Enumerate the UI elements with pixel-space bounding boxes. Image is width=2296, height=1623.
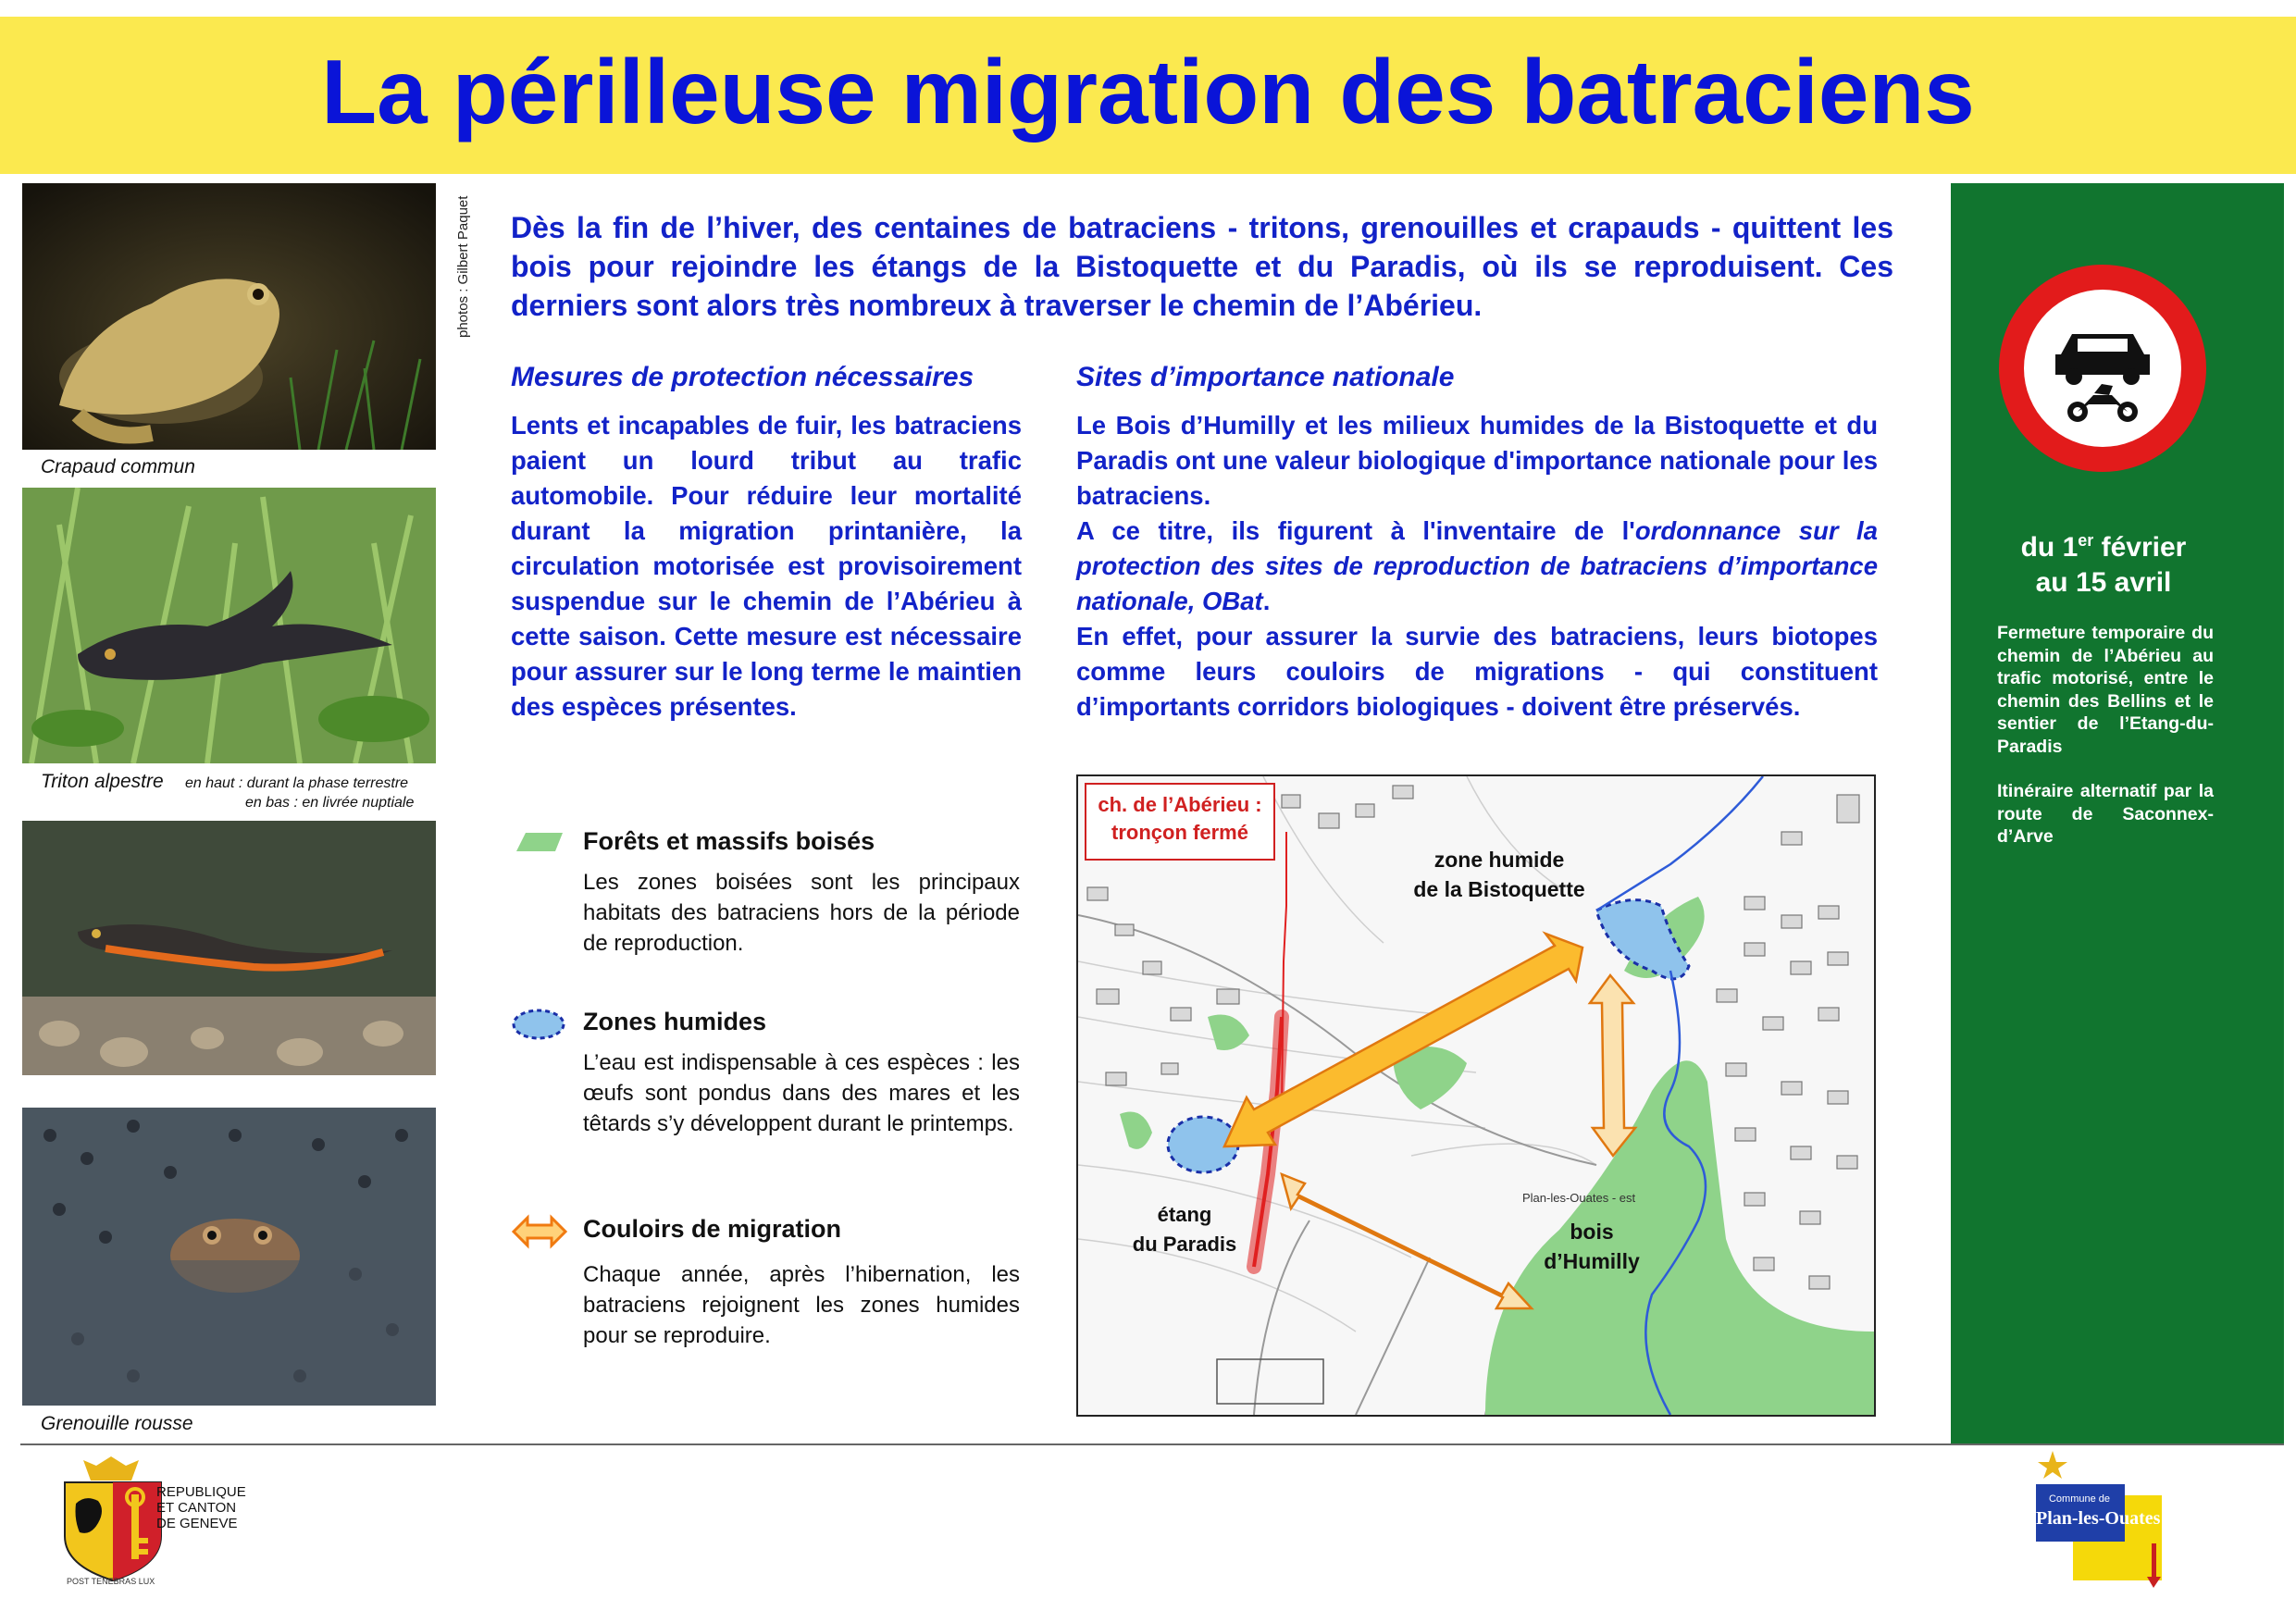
geneva-logo [57,1453,252,1592]
map-place-label: Plan-les-Ouates - est [1522,1191,1636,1205]
photo-credit: photos : Gilbert Paquet [455,195,471,338]
frog-caption: Grenouille rousse [41,1413,193,1434]
closure-description: Fermeture temporaire du chemin de l’Abérieu au trafic motorisé, entre le chemin des Bellins et le sentier de l’Etang-du-Paradis [1997,623,2214,757]
protection-heading: Mesures de protection nécessaires [511,362,974,392]
site-map [1076,774,1876,1417]
commune-label: Commune de [2048,1493,2111,1505]
protection-text: Lents et incapables de fuir, les batraciens paient un lourd tribut au trafic automobile. Pour réduire leur mortalité durant la migration printanière, la circulation motorisée est provisoirement suspendue sur le chemin de l’Abérieu à cette saison. Cette mesure est nécessaire pour assurer sur le long terme le maintien des espèces présentes. [511,411,1022,721]
legend-wetland-text: L’eau est indispensable à ces espèces : les œufs sont pondus dans des mares et les têtards s’y développent durant le printemps. [583,1050,1020,1136]
toad-caption: Crapaud commun [41,456,195,477]
wetland-legend-icon [511,1007,566,1042]
intro-paragraph: Dès la fin de l’hiver, des centaines de batraciens - tritons, grenouilles et crapauds - quittent les bois pour rejoindre les étangs de la Bistoquette et du Paradis, où ils se reproduisent. Ces derniers sont alors très nombreux à traverser le chemin de l’Abérieu. [511,211,1893,322]
map-bistoquette-label: zone humide de la Bistoquette [1413,848,1585,901]
legend-migration-title: Couloirs de migration [583,1215,842,1243]
sites-p1: Le Bois d’Humilly et les milieux humides de la Bistoquette et du Paradis ont une valeur biologique d'importance nationale pour les batraciens. [1076,411,1878,510]
alternative-route: Itinéraire alternatif par la route de Saconnex-d’Arve [1997,781,2214,847]
toad-photo [22,183,436,450]
commune-name: Plan-les-Ouates [2036,1508,2161,1529]
motorcycle-icon [2067,384,2138,422]
sites-text [1076,408,1878,725]
newt-note-top: en haut : durant la phase terrestre [185,775,409,791]
map-humilly-label: bois d’Humilly [1544,1220,1640,1273]
legend-migration-text: Chaque année, après l’hibernation, les batraciens rejoignent les zones humides pour se reproduire. [583,1262,1020,1348]
sites-p3: En effet, pour assurer la survie des batraciens, leurs biotopes comme leurs couloirs de migrations - qui constituent d’importants corridors biologiques - doivent être préservés. [1076,622,1878,721]
legend-wetland-title: Zones humides [583,1008,767,1035]
geneva-logo-text: REPUBLIQUE ET CANTON DE GENEVE [156,1484,246,1531]
newt-nuptial-photo [22,821,436,1075]
cross-emblem-icon [2038,1451,2067,1479]
map-paradis-label: étang du Paradis [1132,1203,1237,1256]
forest-legend-icon [511,829,565,855]
legend-forest-title: Forêts et massifs boisés [583,827,875,855]
map-closed-road-label: ch. de l’Abérieu : tronçon fermé [1098,793,1262,844]
sites-heading: Sites d’importance nationale [1076,362,1455,392]
car-icon [2055,334,2150,385]
sign-inner [2024,290,2181,447]
closure-dates: du 1er février au 15 avril [2020,531,2187,598]
newt-note-bottom: en bas : en livrée nuptiale [245,795,415,811]
newt-terrestrial-photo [22,488,436,763]
footer-divider [20,1443,2284,1445]
page-title: La périlleuse migration des batraciens [321,41,1975,142]
plan-les-ouates-logo [2032,1451,2180,1590]
frog-photo [22,1108,436,1406]
sites-p2: A ce titre, ils figurent à l'inventaire de l'ordonnance sur la protection des sites de reproduction de batraciens d’importance nationale, OBat. [1076,516,1878,615]
geneva-motto: POST TENEBRAS LUX [67,1577,155,1586]
newt-caption: Triton alpestre [41,771,164,792]
legend-forest-text: Les zones boisées sont les principaux habitats des batraciens hors de la période de reproduction. [583,870,1020,956]
migration-arrow-legend-icon [511,1214,568,1249]
geneva-crest-icon [65,1456,161,1580]
